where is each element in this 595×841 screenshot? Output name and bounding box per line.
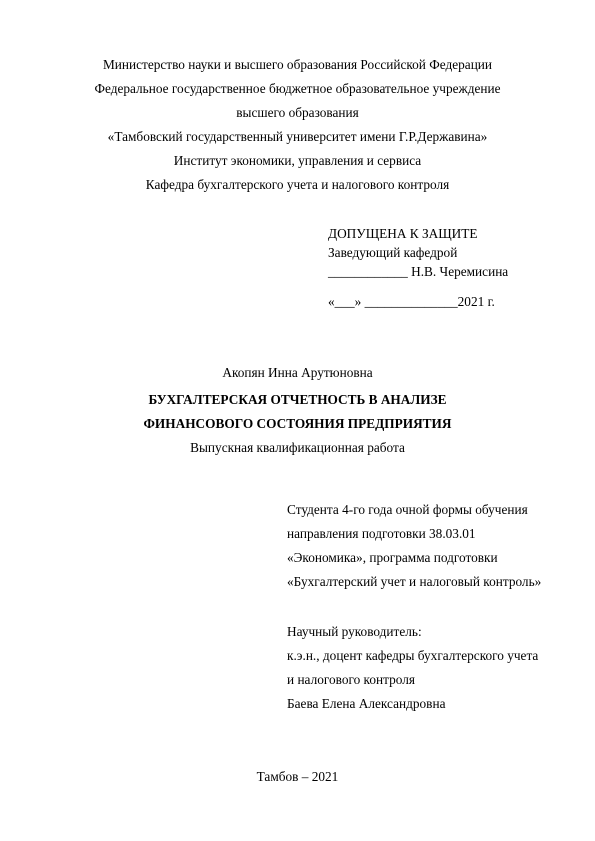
ministry-line: Министерство науки и высшего образования Российской Федерации — [102, 57, 493, 72]
approval-role: Заведующий кафедрой — [328, 245, 458, 260]
work-type: Выпускная квалификационная работа — [190, 440, 405, 455]
supervisor-position-line1: к.э.н., доцент кафедры бухгалтерского учета — [287, 648, 539, 663]
student-info-line3: «Экономика», программа подготовки — [287, 550, 498, 565]
thesis-title-line2: ФИНАНСОВОГО СОСТОЯНИЯ ПРЕДПРИЯТИЯ — [143, 416, 452, 431]
student-info-line2: направления подготовки 38.03.01 — [287, 526, 476, 541]
student-info-line1: Студента 4-го года очной формы обучения — [287, 502, 528, 517]
university-name: «Тамбовский государственный университет имени Г.Р.Державина» — [107, 129, 488, 144]
institution-type-line: Федеральное государственное бюджетное образовательное учреждение — [94, 81, 501, 96]
approval-date-line: «___» ______________2021 г. — [328, 294, 495, 309]
education-level-line: высшего образования — [236, 105, 359, 120]
approval-signature-line: ____________ Н.В. Черемисина — [328, 264, 509, 279]
thesis-title-line1: БУХГАЛТЕРСКАЯ ОТЧЕТНОСТЬ В АНАЛИЗЕ — [148, 392, 447, 407]
supervisor-name: Баева Елена Александровна — [287, 696, 446, 711]
student-info-line4: «Бухгалтерский учет и налоговый контроль» — [287, 574, 542, 589]
institute-name: Институт экономики, управления и сервиса — [173, 153, 422, 168]
city-year: Тамбов – 2021 — [256, 769, 339, 784]
supervisor-label: Научный руководитель: — [287, 624, 422, 639]
author-name: Акопян Инна Арутюновна — [222, 365, 373, 380]
supervisor-position-line2: и налогового контроля — [287, 672, 415, 687]
department-name: Кафедра бухгалтерского учета и налогового контроля — [145, 177, 450, 192]
approval-title: ДОПУЩЕНА К ЗАЩИТЕ — [328, 226, 478, 241]
